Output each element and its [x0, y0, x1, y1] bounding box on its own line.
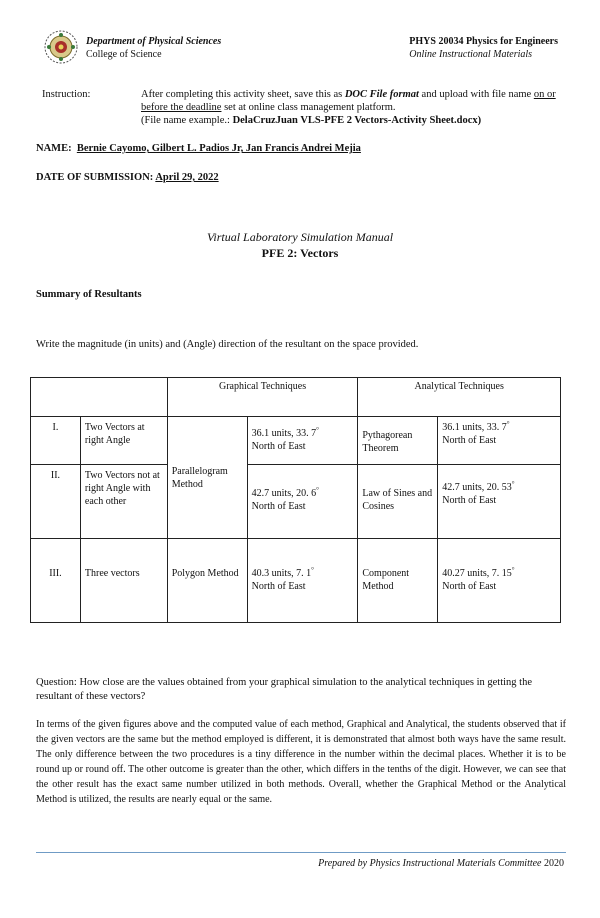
header-empty-cell	[31, 378, 168, 417]
row-label: Two Vectors at right Angle	[80, 417, 167, 465]
degree-symbol: °	[311, 566, 314, 574]
degree-symbol: °	[506, 420, 510, 428]
instruction-deadline: on or before the deadline	[141, 89, 556, 113]
analytical-value: 36.1 units, 33. 7	[442, 422, 507, 433]
analytical-direction: North of East	[442, 495, 497, 506]
prompt-text: Write the magnitude (in units) and (Angle) direction of the resultant on the space provided.	[36, 339, 419, 350]
instruction-example-prefix: (File name example.:	[141, 115, 233, 126]
analytical-direction: North of East	[442, 435, 497, 446]
graphical-value: 36.1 units, 33. 7	[251, 428, 317, 439]
degree-symbol: °	[511, 566, 515, 574]
row-label: Three vectors	[80, 539, 167, 623]
graphical-direction: North of East	[251, 581, 306, 592]
header-course	[409, 35, 558, 61]
footer-text	[318, 858, 564, 869]
university-seal-icon	[44, 30, 78, 64]
answer-text: In terms of the given figures above and the computed value of each method, Graphical and Analytical, the students observed that if the given vectors are the same but the method employed is different, it is demonstrated that almost both ways have the same result. The only difference between the two procedures is a tiny difference in the number within the decimal places. Whether it is to be round up or round off. The other outcome is greater than the other, which differs in the tenths of the digit. However, we can see that the other result has the exact same number utilized in both methods. Overall, whether the Graphical Method or the Analytical Method is utilized, the results are nearly equal or the same.	[36, 719, 566, 805]
table-row	[31, 539, 561, 623]
topic-title: PFE 2: Vectors	[261, 246, 339, 260]
degree-symbol: °	[316, 486, 319, 494]
graphical-result	[247, 417, 358, 465]
analytical-result	[438, 417, 561, 465]
course-title: PHYS 20034 Physics for Engineers	[409, 36, 558, 47]
table-header-row	[31, 378, 561, 417]
instruction-text	[141, 88, 571, 127]
footer-prepared-by: Prepared by Physics Instructional Materials Committee	[318, 858, 542, 869]
degree-symbol: °	[511, 480, 515, 488]
footer-divider	[36, 852, 566, 853]
instruction-part-3: set at online class management platform.	[221, 102, 396, 113]
question-text: Question: How close are the values obtained from your graphical simulation to the analytical techniques in getting the resultant of these vectors?	[36, 677, 532, 702]
row-number: I.	[31, 417, 81, 465]
instruction-format: DOC File format	[344, 89, 419, 100]
table-row	[31, 465, 561, 539]
graphical-value: 42.7 units, 20. 6	[251, 488, 317, 499]
instruction-part-2: and upload with file name	[418, 89, 534, 100]
department-name: Department of Physical Sciences	[86, 36, 222, 47]
row-number: III.	[31, 539, 81, 623]
college-name: College of Science	[86, 49, 162, 60]
graphical-direction: North of East	[251, 501, 306, 512]
header-graphical: Graphical Techniques	[167, 378, 358, 417]
degree-symbol: °	[316, 426, 319, 434]
results-table	[30, 377, 561, 623]
materials-label: Online Instructional Materials	[409, 49, 533, 60]
row-label: Two Vectors not at right Angle with each other	[80, 465, 167, 539]
date-line	[36, 172, 219, 183]
footer-year: 2020	[544, 858, 564, 869]
graphical-direction: North of East	[251, 441, 306, 452]
analytical-value: 42.7 units, 20. 53	[442, 482, 512, 493]
summary-heading: Summary of Resultants	[36, 289, 142, 300]
analytical-method: Component Method	[358, 539, 438, 623]
analytical-value: 40.27 units, 7. 15	[442, 568, 512, 579]
analytical-direction: North of East	[442, 581, 497, 592]
table-row	[31, 417, 561, 465]
row-number: II.	[31, 465, 81, 539]
instruction-example-name: DelaCruzJuan VLS-PFE 2 Vectors-Activity Sheet.docx)	[232, 115, 482, 126]
manual-title: Virtual Laboratory Simulation Manual	[206, 230, 394, 244]
analytical-result	[438, 465, 561, 539]
analytical-result	[438, 539, 561, 623]
analytical-method: Law of Sines and Cosines	[358, 465, 438, 539]
date-label: DATE OF SUBMISSION:	[36, 172, 154, 183]
graphical-method: Polygon Method	[167, 539, 247, 623]
name-label: NAME:	[36, 143, 72, 154]
graphical-value: 40.3 units, 7. 1	[251, 568, 312, 579]
header-analytical: Analytical Techniques	[358, 378, 561, 417]
date-value: April 29, 2022	[155, 172, 219, 183]
graphical-method-parallelogram: Parallelogram Method	[167, 417, 247, 539]
instruction-label: Instruction:	[42, 89, 91, 100]
header-department	[86, 35, 221, 61]
name-value: Bernie Cayomo, Gilbert L. Padios Jr, Jan Francis Andrei Mejia	[76, 143, 361, 154]
name-line	[36, 143, 361, 154]
graphical-result	[247, 539, 358, 623]
graphical-result	[247, 465, 358, 539]
instruction-part-1: After completing this activity sheet, save this as	[141, 89, 345, 100]
analytical-method: Pythagorean Theorem	[358, 417, 438, 465]
